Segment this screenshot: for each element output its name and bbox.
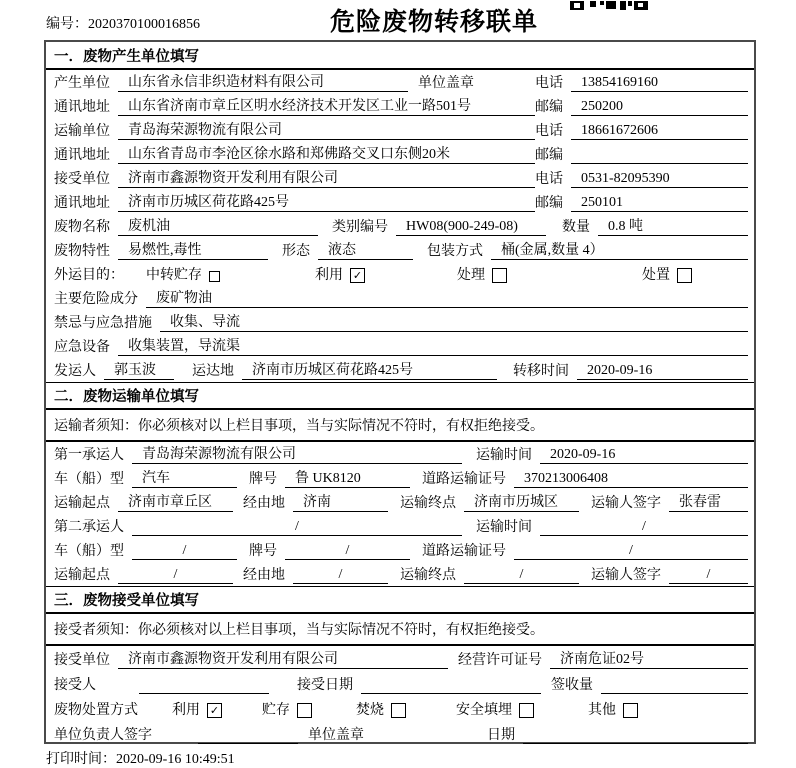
received-quantity-value [601, 693, 748, 694]
producer-zip-label: 邮编 [535, 100, 563, 115]
unit-seal-label: 单位盖章 [308, 728, 364, 743]
producer-zip-group [535, 96, 748, 116]
checkbox-disposal-landfill [519, 703, 534, 718]
waste-category-label: 类别编号 [332, 220, 388, 235]
document-number-value: 2020370100016856 [88, 17, 200, 32]
producer-address-value: 山东省济南市章丘区明水经济技术开发区工业一路501号 [118, 95, 535, 116]
field-row-second-carrier [46, 514, 754, 538]
route1-via-label: 经由地 [243, 496, 285, 511]
route1-sign-value: 张春雷 [669, 491, 748, 512]
field-row-waste-traits [46, 238, 754, 262]
disposal-option-other-label: 其他 [588, 703, 616, 718]
road-cert2-value: / [514, 543, 748, 560]
disposal-option-incinerate-label: 焚烧 [356, 703, 384, 718]
purpose-option-treat [457, 264, 507, 284]
receipt-person-label: 接受人 [54, 678, 96, 693]
checkbox-disposal-utilize-checked: ✓ [207, 703, 222, 718]
section2-header: 二．废物运输单位填写 [46, 382, 754, 410]
plate1-value: 鲁 UK8120 [285, 467, 410, 488]
producer-seal-label: 单位盖章 [418, 76, 474, 91]
document-number-label: 编号： [46, 17, 88, 32]
waste-form-value: 液态 [318, 239, 413, 260]
purpose-label: 外运目的： [54, 268, 124, 283]
purpose-option-transfer-storage [146, 264, 220, 284]
plate1-label: 牌号 [249, 472, 277, 487]
transporter-label: 运输单位 [54, 124, 110, 139]
field-row-emergency-equipment [46, 334, 754, 358]
route2-via-value: / [293, 567, 388, 584]
road-cert1-value: 370213006408 [514, 471, 748, 488]
field-row-route1 [46, 490, 754, 514]
route1-via-value: 济南 [293, 491, 388, 512]
purpose-option-treat-label: 处理 [457, 268, 485, 283]
field-row-receipt [46, 671, 754, 696]
page-title: 危险废物转移联单 [330, 8, 539, 36]
sign-date-value [523, 743, 748, 744]
receipt-date-value [361, 693, 541, 694]
checkbox-transfer-storage [209, 271, 220, 282]
section3-notice: 接受者须知：你必须核对以上栏目事项，当与实际情况不符时，有权拒绝接受。 [46, 614, 754, 646]
route2-end-value: / [464, 567, 579, 584]
first-carrier-value: 青岛海荣源物流有限公司 [132, 443, 462, 464]
disposal-option-storage-label: 贮存 [262, 703, 290, 718]
receiving-unit-label: 接受单位 [54, 653, 110, 668]
receiver-zip-label: 邮编 [535, 196, 563, 211]
section2-notice: 运输者须知：你必须核对以上栏目事项，当与实际情况不符时，有权拒绝接受。 [46, 410, 754, 442]
receiver-address-label: 通讯地址 [54, 196, 110, 211]
field-row-hazard-components [46, 286, 754, 310]
producer-zip-value: 250200 [571, 99, 748, 116]
transporter-zip-group [535, 144, 748, 164]
transport-time2-label: 运输时间 [476, 520, 532, 535]
transport-time1-value: 2020-09-16 [540, 447, 748, 464]
hazard-components-label: 主要危险成分 [54, 292, 138, 307]
road-cert2-label: 道路运输证号 [422, 544, 506, 559]
second-carrier-label: 第二承运人 [54, 520, 124, 535]
vehicle1-type-value: 汽车 [132, 467, 237, 488]
plate2-label: 牌号 [249, 544, 277, 559]
qr-code-icon [570, 0, 650, 16]
section1-header: 一．废物产生单位填写 [46, 42, 754, 70]
waste-pack-value: 桶(金属,数量 4） [491, 239, 748, 260]
waste-pack-label: 包装方式 [427, 244, 483, 259]
first-carrier-label: 第一承运人 [54, 448, 124, 463]
route2-sign-label: 运输人签字 [591, 568, 661, 583]
field-row-emergency-measures [46, 310, 754, 334]
receiver-zip-group [535, 192, 748, 212]
receiver-value: 济南市鑫源物资开发利用有限公司 [118, 167, 535, 188]
field-row-vehicle1 [46, 466, 754, 490]
receipt-person-value [139, 693, 269, 694]
second-carrier-value: / [132, 519, 462, 536]
field-row-route2 [46, 562, 754, 586]
route1-end-label: 运输终点 [400, 496, 456, 511]
transporter-address-label: 通讯地址 [54, 148, 110, 163]
producer-phone-value: 13854169160 [571, 75, 748, 92]
producer-address-label: 通讯地址 [54, 100, 110, 115]
checkbox-utilize-checked: ✓ [350, 268, 365, 283]
route2-start-value: / [118, 567, 233, 584]
field-row-receiver [46, 166, 754, 190]
route2-end-label: 运输终点 [400, 568, 456, 583]
purpose-option-utilize-label: 利用 [315, 268, 343, 283]
route1-start-label: 运输起点 [54, 496, 110, 511]
route1-sign-label: 运输人签字 [591, 496, 661, 511]
section3-header: 三．废物接受单位填写 [46, 586, 754, 614]
route2-start-label: 运输起点 [54, 568, 110, 583]
waste-traits-value: 易燃性,毒性 [118, 239, 268, 260]
license-value: 济南危证02号 [550, 648, 748, 669]
vehicle2-type-label: 车（船）型 [54, 544, 124, 559]
transporter-phone-group [535, 120, 748, 140]
purpose-option-dispose-label: 处置 [642, 268, 670, 283]
receiver-phone-group [535, 168, 748, 188]
field-row-receiver-address [46, 190, 754, 214]
field-row-vehicle2 [46, 538, 754, 562]
field-row-receiving-unit [46, 646, 754, 671]
waste-form-label: 形态 [282, 244, 310, 259]
road-cert1-label: 道路运输证号 [422, 472, 506, 487]
emergency-measures-value: 收集、导流 [160, 311, 748, 332]
producer-label: 产生单位 [54, 76, 110, 91]
checkbox-disposal-incinerate [391, 703, 406, 718]
dispatcher-value: 郭玉波 [104, 359, 174, 380]
transporter-zip-label: 邮编 [535, 148, 563, 163]
emergency-equipment-label: 应急设备 [54, 340, 110, 355]
field-row-waste-name [46, 214, 754, 238]
destination-value: 济南市历城区荷花路425号 [242, 359, 497, 380]
transfer-time-label: 转移时间 [513, 364, 569, 379]
field-row-producer-address [46, 94, 754, 118]
destination-label: 运达地 [192, 364, 234, 379]
sign-date-label: 日期 [487, 728, 515, 743]
field-row-transporter-address [46, 142, 754, 166]
disposal-method-label: 废物处置方式 [54, 703, 138, 718]
vehicle2-type-value: / [132, 543, 237, 560]
transporter-address-value: 山东省青岛市李沧区徐水路和郑佛路交叉口东侧20米 [118, 143, 535, 164]
waste-name-label: 废物名称 [54, 220, 110, 235]
producer-value: 山东省永信非织造材料有限公司 [118, 71, 408, 92]
transporter-phone-label: 电话 [535, 124, 563, 139]
receiver-address-value: 济南市历城区荷花路425号 [118, 191, 535, 212]
receiver-phone-value: 0531-82095390 [571, 171, 748, 188]
route2-sign-value: / [669, 567, 748, 584]
disposal-option-landfill-label: 安全填埋 [456, 703, 512, 718]
waste-name-value: 废机油 [118, 215, 318, 236]
field-row-first-carrier [46, 442, 754, 466]
hazard-components-value: 废矿物油 [146, 287, 748, 308]
field-row-disposal-method [46, 696, 754, 721]
purpose-option-transfer-storage-label: 中转贮存 [146, 268, 202, 283]
transporter-zip-value [571, 163, 748, 164]
disposal-option-utilize [172, 699, 222, 719]
manifest-form-table [44, 40, 756, 744]
field-row-dispatch [46, 358, 754, 382]
receiver-phone-label: 电话 [535, 172, 563, 187]
producer-phone-label: 电话 [535, 76, 563, 91]
purpose-option-utilize [315, 264, 365, 284]
checkbox-disposal-other [623, 703, 638, 718]
checkbox-treat [492, 268, 507, 283]
field-row-unit-signature [46, 721, 754, 746]
field-row-transporter [46, 118, 754, 142]
field-row-producer [46, 70, 754, 94]
transport-time2-value: / [540, 519, 748, 536]
route2-via-label: 经由地 [243, 568, 285, 583]
checkbox-dispose [677, 268, 692, 283]
print-time: 打印时间：2020-09-16 10:49:51 [46, 752, 235, 767]
receiver-label: 接受单位 [54, 172, 110, 187]
transfer-time-value: 2020-09-16 [577, 363, 748, 380]
receipt-date-label: 接受日期 [297, 678, 353, 693]
plate2-value: / [285, 543, 410, 560]
dispatcher-label: 发运人 [54, 364, 96, 379]
waste-category-value: HW08(900-249-08) [396, 219, 546, 236]
waste-quantity-value: 0.8 吨 [598, 215, 748, 236]
disposal-option-landfill [456, 699, 534, 719]
route1-start-value: 济南市章丘区 [118, 491, 233, 512]
disposal-option-storage [262, 699, 312, 719]
emergency-measures-label: 禁忌与应急措施 [54, 316, 152, 331]
disposal-option-utilize-label: 利用 [172, 703, 200, 718]
receiver-zip-value: 250101 [571, 195, 748, 212]
document-number [46, 13, 200, 33]
unit-signature-value [198, 743, 298, 744]
purpose-option-dispose [642, 264, 692, 284]
waste-traits-label: 废物特性 [54, 244, 110, 259]
receiving-unit-value: 济南市鑫源物资开发利用有限公司 [118, 648, 448, 669]
route1-end-value: 济南市历城区 [464, 491, 579, 512]
producer-phone-group [535, 72, 748, 92]
disposal-option-other [588, 699, 638, 719]
license-label: 经营许可证号 [458, 653, 542, 668]
transporter-phone-value: 18661672606 [571, 123, 748, 140]
checkbox-disposal-storage [297, 703, 312, 718]
emergency-equipment-value: 收集装置，导流渠 [118, 335, 748, 356]
field-row-purpose [46, 262, 754, 286]
vehicle1-type-label: 车（船）型 [54, 472, 124, 487]
disposal-option-incinerate [356, 699, 406, 719]
transporter-value: 青岛海荣源物流有限公司 [118, 119, 535, 140]
unit-signature-label: 单位负责人签字 [54, 728, 152, 743]
transport-time1-label: 运输时间 [476, 448, 532, 463]
received-quantity-label: 签收量 [551, 678, 593, 693]
waste-quantity-label: 数量 [562, 220, 590, 235]
